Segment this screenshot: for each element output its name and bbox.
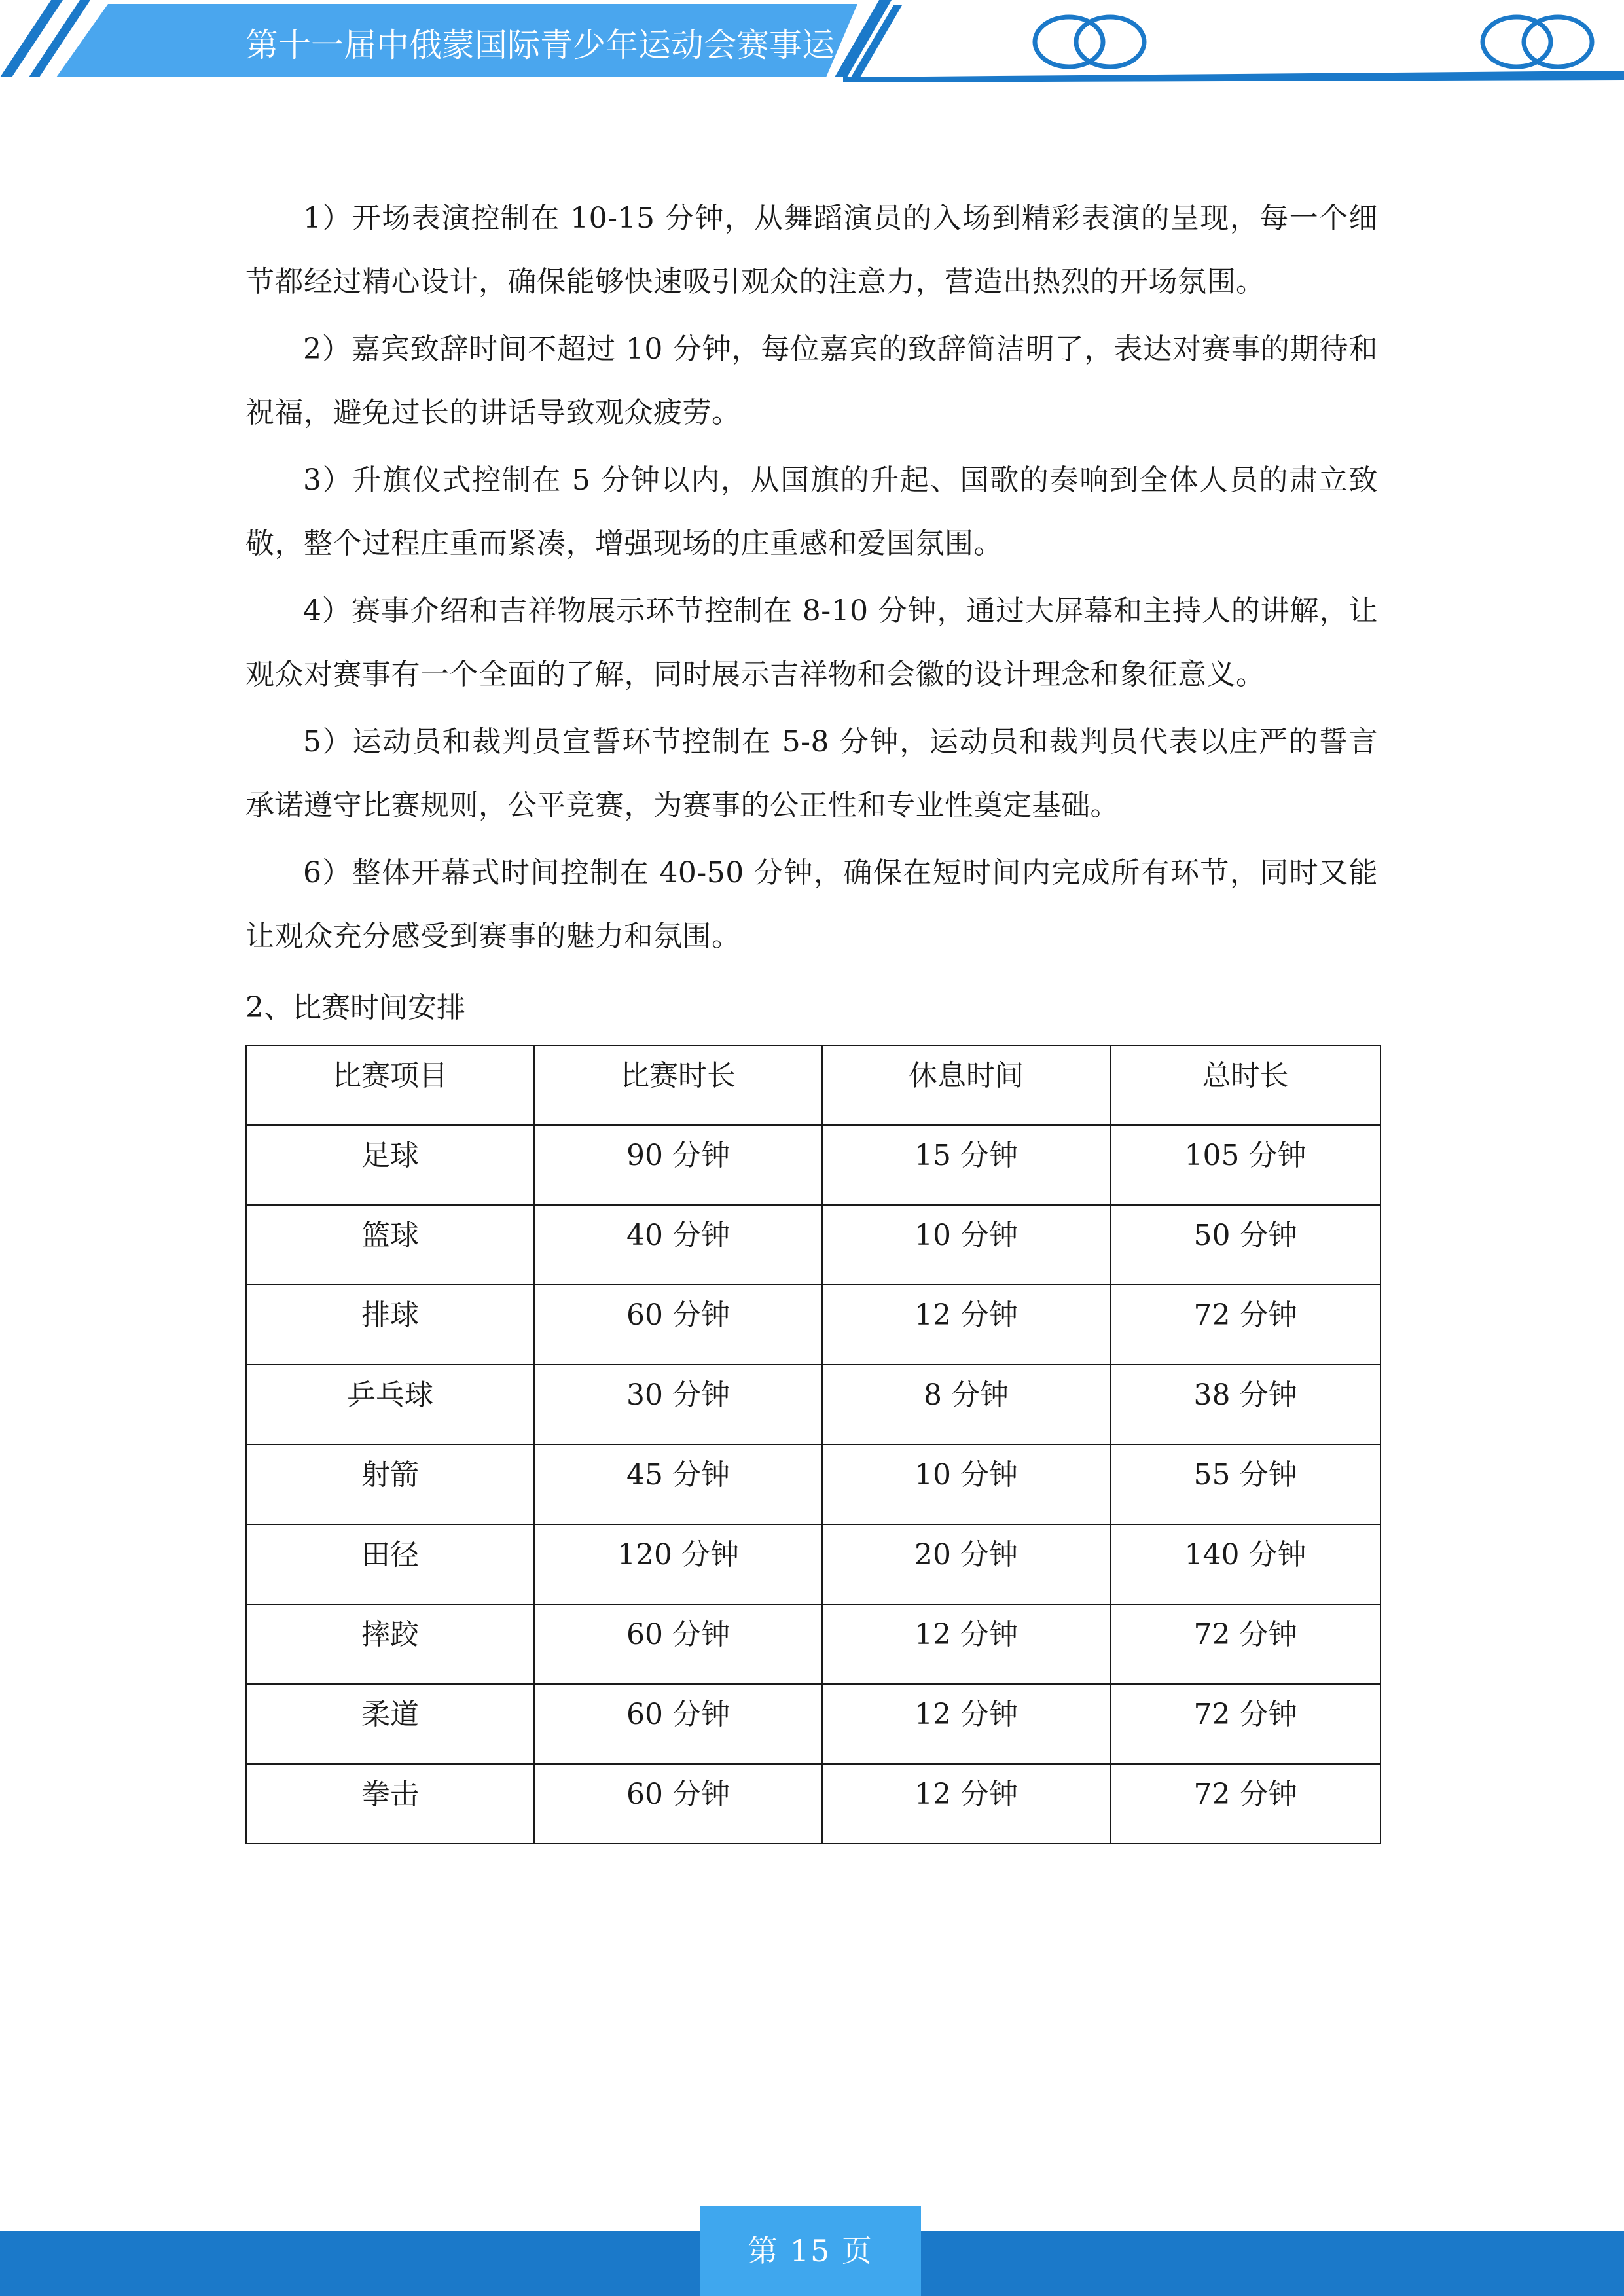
table-cell: 排球 (246, 1285, 534, 1365)
table-cell: 拳击 (246, 1764, 534, 1844)
table-cell: 10 分钟 (822, 1205, 1110, 1285)
table-cell: 38 分钟 (1110, 1365, 1380, 1444)
table-row (246, 1205, 1380, 1285)
table-cell: 12 分钟 (822, 1684, 1110, 1764)
table-cell: 乒乓球 (246, 1365, 534, 1444)
table-cell: 12 分钟 (822, 1604, 1110, 1684)
table-cell: 72 分钟 (1110, 1285, 1380, 1365)
table-cell: 60 分钟 (534, 1684, 822, 1764)
page-header (0, 0, 1624, 85)
table-row (246, 1524, 1380, 1604)
paragraph-2: 2）嘉宾致辞时间不超过 10 分钟，每位嘉宾的致辞简洁明了，表达对赛事的期待和祝福，避免过长的讲话导致观众疲劳。 (245, 332, 1378, 429)
table-cell: 60 分钟 (534, 1604, 822, 1684)
table-header-row (246, 1045, 1380, 1125)
paragraph-5: 5）运动员和裁判员宣誓环节控制在 5-8 分钟，运动员和裁判员代表以庄严的誓言承诺遵守比赛规则，公平竞赛，为赛事的公正性和专业性奠定基础。 (245, 725, 1378, 822)
table-cell: 12 分钟 (822, 1285, 1110, 1365)
table-cell: 射箭 (246, 1444, 534, 1524)
table-cell: 72 分钟 (1110, 1604, 1380, 1684)
header-stripe-1 (0, 0, 63, 77)
table-cell: 柔道 (246, 1684, 534, 1764)
table-row (246, 1764, 1380, 1844)
table-cell: 15 分钟 (822, 1125, 1110, 1205)
table-cell: 60 分钟 (534, 1285, 822, 1365)
table-header-cell: 总时长 (1110, 1045, 1380, 1125)
table-cell: 72 分钟 (1110, 1764, 1380, 1844)
table-cell: 40 分钟 (534, 1205, 822, 1285)
paragraph-1: 1）开场表演控制在 10-15 分钟，从舞蹈演员的入场到精彩表演的呈现，每一个细节都经过精心设计，确保能够快速吸引观众的注意力，营造出热烈的开场氛围。 (245, 202, 1378, 298)
paragraph-6: 6）整体开幕式时间控制在 40-50 分钟，确保在短时间内完成所有环节，同时又能让观众充分感受到赛事的魅力和氛围。 (245, 856, 1378, 953)
table-cell: 120 分钟 (534, 1524, 822, 1604)
table-cell: 90 分钟 (534, 1125, 822, 1205)
table-cell: 140 分钟 (1110, 1524, 1380, 1604)
section-title: 2、比赛时间安排 (245, 991, 465, 1024)
table-cell: 8 分钟 (822, 1365, 1110, 1444)
table-row (246, 1285, 1380, 1365)
rings-logo-right (1483, 17, 1592, 67)
header-title: 第十一届中俄蒙国际青少年运动会赛事运 (245, 26, 835, 64)
table-cell: 50 分钟 (1110, 1205, 1380, 1285)
table-header-cell: 比赛时长 (534, 1045, 822, 1125)
table-cell: 30 分钟 (534, 1365, 822, 1444)
table-header-cell: 休息时间 (822, 1045, 1110, 1125)
table-row (246, 1684, 1380, 1764)
schedule-table (245, 1045, 1381, 1844)
table-cell: 足球 (246, 1125, 534, 1205)
table-cell: 20 分钟 (822, 1524, 1110, 1604)
table-cell: 篮球 (246, 1205, 534, 1285)
paragraph-3: 3）升旗仪式控制在 5 分钟以内，从国旗的升起、国歌的奏响到全体人员的肃立致敬，整个过程庄重而紧凑，增强现场的庄重感和爱国氛围。 (245, 463, 1378, 560)
table-cell: 55 分钟 (1110, 1444, 1380, 1524)
table-cell: 摔跤 (246, 1604, 534, 1684)
table-cell: 45 分钟 (534, 1444, 822, 1524)
table-cell: 60 分钟 (534, 1764, 822, 1844)
document-body (245, 187, 1378, 1844)
table-cell: 105 分钟 (1110, 1125, 1380, 1205)
table-row (246, 1365, 1380, 1444)
paragraph-4: 4）赛事介绍和吉祥物展示环节控制在 8-10 分钟，通过大屏幕和主持人的讲解，让观众对赛事有一个全面的了解，同时展示吉祥物和会徽的设计理念和象征意义。 (245, 594, 1378, 691)
page-number: 第 15 页 (700, 2206, 921, 2296)
table-cell: 田径 (246, 1524, 534, 1604)
header-baseline (843, 71, 1624, 82)
table-row (246, 1125, 1380, 1205)
table-cell: 12 分钟 (822, 1764, 1110, 1844)
table-cell: 10 分钟 (822, 1444, 1110, 1524)
table-header-cell: 比赛项目 (246, 1045, 534, 1125)
table-row (246, 1604, 1380, 1684)
rings-logo-center (1035, 17, 1144, 67)
table-cell: 72 分钟 (1110, 1684, 1380, 1764)
table-row (246, 1444, 1380, 1524)
